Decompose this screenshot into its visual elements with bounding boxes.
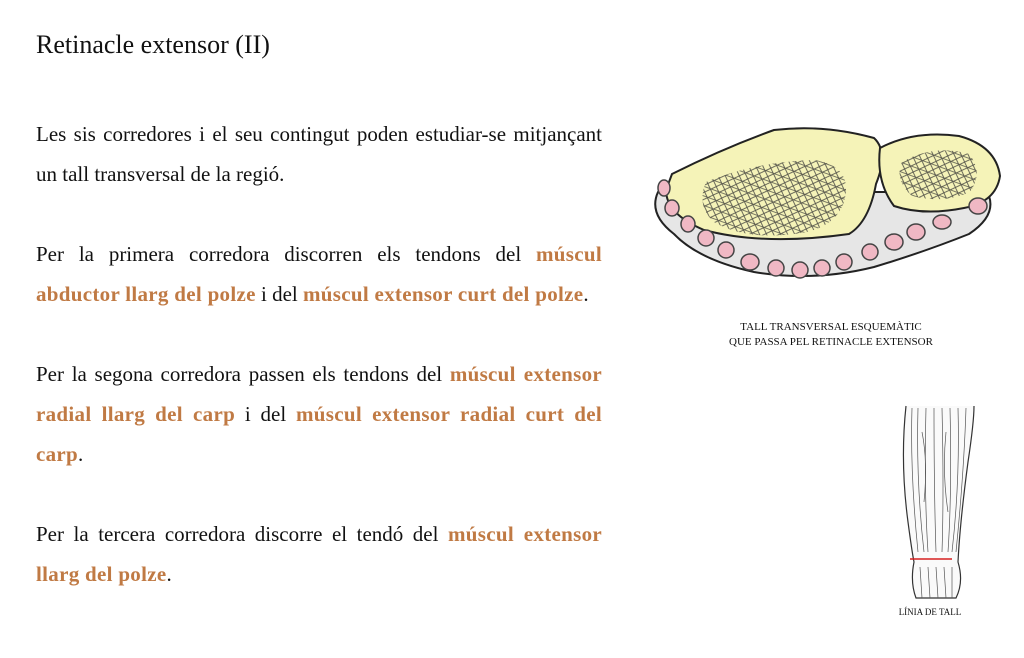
paragraph-text: i del [255, 282, 303, 306]
tendon [718, 242, 734, 258]
cross-section-illustration [644, 122, 1004, 302]
ulna-cancellous-bone [900, 150, 977, 199]
paragraph-intro [36, 114, 602, 194]
tendon [768, 260, 784, 276]
paragraph-text: Les sis corredores i el seu contingut poden estudiar-se mitjançant un tall transversal de la regió. [36, 122, 602, 186]
tendon [885, 234, 903, 250]
muscle-link-abductor-pollicis-longus[interactable]: múscul abductor llarg del polze [36, 242, 602, 306]
muscle-link-extensor-carpi-radialis-brevis[interactable]: múscul extensor radial curt del carp [36, 402, 602, 466]
tendon [814, 260, 830, 276]
tendon [969, 198, 987, 214]
muscle-link-extensor-carpi-radialis-longus[interactable]: múscul extensor radial llarg del carp [36, 362, 602, 426]
muscle-link-extensor-pollicis-brevis[interactable]: múscul extensor curt del polze [302, 282, 584, 306]
paragraph-text: Per la tercera corredora discorre el tendó del [36, 522, 448, 546]
caption-line: TALL TRANSVERSAL ESQUEMÀTIC [740, 321, 922, 333]
tendon [862, 244, 878, 260]
forearm-caption: LÍNIA DE TALL [898, 607, 962, 617]
forearm-illustration [898, 402, 978, 602]
page-title: Retinacle extensor (II) [36, 30, 270, 59]
paragraph-text: Per la primera corredora discorren els tendons del [36, 242, 537, 266]
tendon [907, 224, 925, 240]
cross-section-caption [644, 320, 1018, 350]
paragraph-text: . [78, 442, 84, 466]
text-column [36, 114, 602, 634]
tendon [836, 254, 852, 270]
paragraph-second-corridor [36, 354, 602, 474]
tendon [658, 180, 670, 196]
muscle-link-extensor-pollicis-longus[interactable]: múscul extensor llarg del polze [36, 522, 602, 586]
paragraph-text: i del [235, 402, 296, 426]
tendon [933, 215, 951, 229]
paragraph-first-corridor [36, 234, 602, 314]
paragraph-text: Per la segona corredora passen els tendons del [36, 362, 450, 386]
tendon [792, 262, 808, 278]
caption-line: QUE PASSA PEL RETINACLE EXTENSOR [729, 336, 933, 348]
paragraph-text: . [166, 562, 172, 586]
tendon [665, 200, 679, 216]
tendon [698, 230, 714, 246]
tendon [681, 216, 695, 232]
paragraph-third-corridor [36, 514, 602, 594]
paragraph-text: . [583, 282, 589, 306]
tendon [741, 254, 759, 270]
